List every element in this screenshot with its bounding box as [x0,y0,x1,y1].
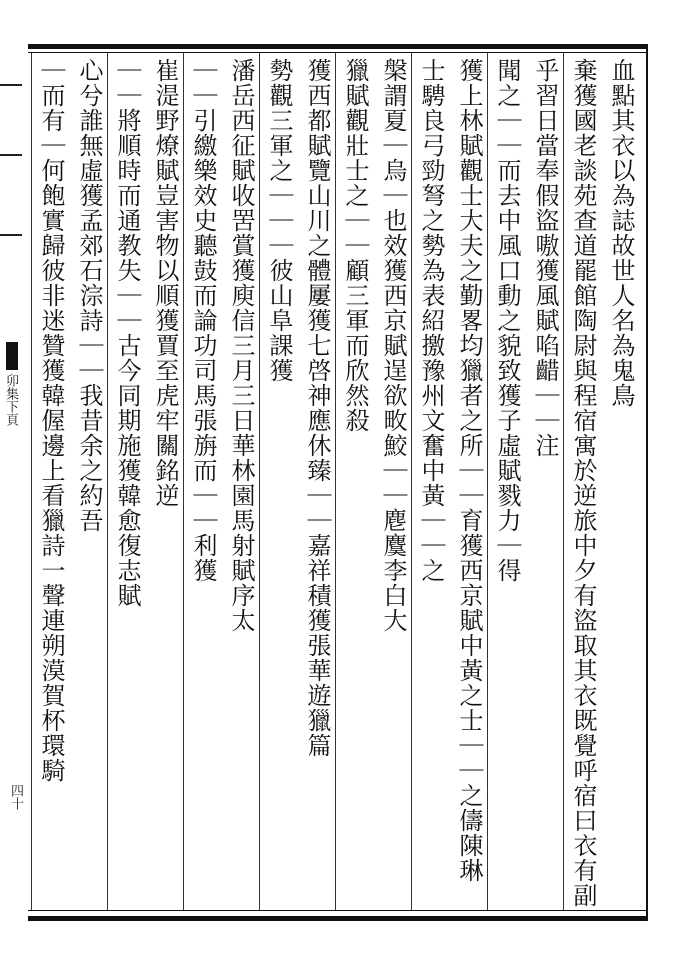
frame-bottom-border [28,916,648,921]
text-column: 血點其衣以為誌故世人名為鬼鳥 [607,58,635,408]
text-column: 潘岳西征賦收罟賞獲庾信三月三日華林園馬射賦序太 [227,58,255,633]
text-column: 崔湜野燎賦豈害物以順獲賈至虎牢關銘逆 [151,58,179,508]
text-column: 獲西都賦覽山川之體屢獲七啓神應休臻｜｜嘉祥積獲張華遊獵篇 [303,58,331,758]
frame-top-inner-border [28,52,648,53]
margin-tick [0,154,22,156]
margin-label: 卯集下頁 [3,374,18,426]
text-column: 獵賦觀壯士之｜｜顧三軍而欣然殺 [341,58,369,433]
text-column: 槃謂夏｜烏｜也效獲西京賦逞欲畋鮫｜｜麀麌李白大 [379,58,407,633]
text-column: 聞之｜｜而去中風口動之貌致獲子虛賦戮力｜得 [493,58,521,583]
text-column: 士騁良弓勁弩之勢為表紹撽豫州文奮中黃｜｜之 [417,58,445,583]
column-rule [31,53,32,910]
page-number: 四十 [8,784,23,810]
left-margin-strip [0,44,28,921]
text-column: ｜｜將順時而通教失｜｜古今同期施獲韓愈復志賦 [113,58,141,608]
text-column: 獲上林賦觀士大夫之勤畧均獵者之所｜｜育獲西京賦中黃之士｜｜之儔陳琳 [455,58,483,883]
frame-right-border [646,44,648,921]
frame-bottom-inner-border [28,910,648,911]
text-column: ｜而有｜何飽實歸彼非迷贊獲韓偓邊上看獵詩一聲連朔漠賀杯環騎 [37,58,65,783]
margin-tick [0,84,22,86]
text-column: 乎習日當奉假盜嗷獲風賦啗齰｜｜注 [531,58,559,458]
text-column: 心兮誰無虛獲孟郊石淙詩｜｜我昔余之約吾 [75,58,103,533]
margin-tick [0,234,22,236]
frame-top-border [28,44,648,49]
text-column: 棄獲國老談苑查道罷館陶尉與程宿寓於逆旅中夕有盜取其衣既覺呼宿曰衣有副 [569,58,597,908]
text-column: 勢觀三軍之｜｜｜彼山阜課獲 [265,58,293,383]
text-column: ｜｜引繳樂效史聽鼓而論功司馬張旃而｜｜利獲 [189,58,217,583]
fishtail-mark [6,342,18,370]
